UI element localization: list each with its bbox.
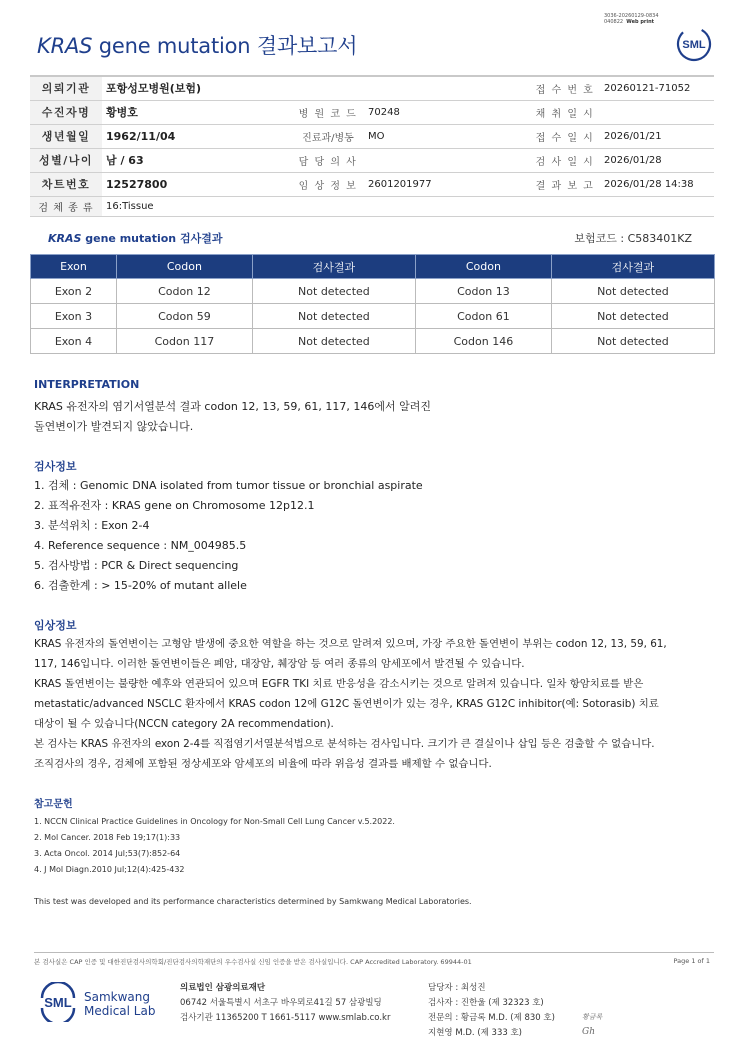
chart-no-label: 차트번호 xyxy=(30,172,102,196)
table-cell-codon: Codon 117 xyxy=(116,329,252,354)
table-cell-codon: Codon 146 xyxy=(415,329,551,354)
clinical-line: 117, 146입니다. 이러한 돌연변이들은 폐암, 대장암, 췌장암 등 여러 종류의 암세포에서 발견될 수 있습니다. xyxy=(34,658,525,670)
clinical-heading: 임상정보 xyxy=(34,619,77,632)
requesting-institution-value: 포항성모병원(보험) xyxy=(106,82,202,96)
column-header-result: 검사결과 xyxy=(252,255,415,279)
test-info-item: 5. 검사방법 : PCR & Direct sequencing xyxy=(34,559,239,572)
info-row xyxy=(30,172,714,196)
clinical-line: 본 검사는 KRAS 유전자의 exon 2-4를 직접염기서열분석법으로 분석하는 검사입니다. 크기가 큰 결실이나 삽입 등은 검출할 수 없습니다. xyxy=(34,738,655,750)
references-heading: 참고문헌 xyxy=(34,799,73,810)
reference-item: 1. NCCN Clinical Practice Guidelines in Oncology for Non-Small Cell Lung Cancer v.5.2022. xyxy=(34,817,395,826)
result-section-text: gene mutation 검사결과 xyxy=(81,232,223,245)
clinical-line: metastatic/advanced NSCLC 환자에서 KRAS codon 12에 G12C 돌연변이가 있는 경우, KRAS G12C inhibitor(예: Sotorasib) 치료 xyxy=(34,698,659,710)
result-section-gene: KRAS xyxy=(48,232,82,245)
document-code-line: 040822 xyxy=(604,19,624,25)
table-cell-exon: Exon 3 xyxy=(31,304,117,329)
test-info-item: 2. 표적유전자 : KRAS gene on Chromosome 12p12.1 xyxy=(34,499,315,512)
table-cell-codon: Codon 61 xyxy=(415,304,551,329)
test-info-list xyxy=(34,476,423,596)
table-cell-result: Not detected xyxy=(551,329,714,354)
department-label: 진료과/병동 xyxy=(302,132,354,144)
specimen-label: 검 체 종 류 xyxy=(30,196,102,216)
test-date-value: 2026/01/28 xyxy=(604,154,662,166)
accreditation-text: 본 검사실은 CAP 인증 및 대한진단검사의학회/진단검사의학재단의 우수검사실 신임 인증을 받은 검사실입니다. CAP Accredited Laboratory. 69944-01 xyxy=(34,958,472,966)
lab-name-line: Medical Lab xyxy=(84,1004,156,1018)
test-info-item: 6. 검출한계 : > 15-20% of mutant allele xyxy=(34,579,247,592)
table-cell-result: Not detected xyxy=(252,329,415,354)
receipt-no-label: 접 수 번 호 xyxy=(535,84,595,96)
receipt-date-value: 2026/01/21 xyxy=(604,130,662,142)
staff-line: 지현영 M.D. (제 333 호) xyxy=(428,1028,523,1038)
report-title-text: gene mutation 결과보고서 xyxy=(92,34,358,58)
clinical-line: 대상이 될 수 있습니다(NCCN category 2A recommendation). xyxy=(34,718,334,730)
result-header-row xyxy=(31,255,715,279)
test-info-heading: 검사정보 xyxy=(34,460,77,473)
reference-item: 4. J Mol Diagn.2010 Jul;12(4):425-432 xyxy=(34,865,185,874)
collection-date-value xyxy=(600,100,714,124)
info-row xyxy=(30,148,714,172)
organization-contact: 검사기관 11365200 T 1661-5117 www.smlab.co.kr xyxy=(180,1013,391,1023)
interpretation-line: 돌연변이가 발견되지 않았습니다. xyxy=(34,420,194,433)
chart-no-value: 12527800 xyxy=(106,177,168,191)
info-row xyxy=(30,100,714,124)
birth-date-label: 생년월일 xyxy=(30,124,102,148)
reference-item: 3. Acta Oncol. 2014 Jul;53(7):852-64 xyxy=(34,849,181,858)
insurance-code: 보험코드 : C583401KZ xyxy=(574,232,692,245)
staff-line: 전문의 : 황금록 M.D. (제 830 호) xyxy=(428,1013,555,1023)
result-table xyxy=(30,254,715,354)
table-cell-exon: Exon 4 xyxy=(31,329,117,354)
table-cell-codon: Codon 13 xyxy=(415,279,551,304)
page-number: Page 1 of 1 xyxy=(673,957,710,965)
lab-name-line: Samkwang xyxy=(84,990,150,1004)
doctor-label: 담 당 의 사 xyxy=(298,156,358,168)
patient-name-value: 황병호 xyxy=(106,106,138,119)
clinical-text xyxy=(34,634,667,774)
patient-name-label: 수진자명 xyxy=(30,100,102,124)
accreditation-footnote xyxy=(34,952,714,966)
column-header-codon: Codon xyxy=(116,255,252,279)
lab-name xyxy=(84,990,155,1018)
table-row xyxy=(31,329,715,354)
interpretation-text xyxy=(34,397,431,437)
organization-address: 06742 서울특별시 서초구 바우뫼로41길 57 삼광빌딩 xyxy=(180,998,382,1008)
clinical-line: 조직검사의 경우, 검체에 포함된 정상세포와 암세포의 비율에 따라 위음성 결과를 배제할 수 없습니다. xyxy=(34,758,492,770)
table-cell-result: Not detected xyxy=(252,304,415,329)
column-header-result: 검사결과 xyxy=(551,255,714,279)
table-cell-result: Not detected xyxy=(551,279,714,304)
column-header-exon: Exon xyxy=(31,255,117,279)
test-info-item: 4. Reference sequence : NM_004985.5 xyxy=(34,539,247,552)
info-row xyxy=(30,124,714,148)
lab-developed-note: This test was developed and its performance characteristics determined by Samkwang Medical Laboratories. xyxy=(34,897,472,906)
sml-logo-icon xyxy=(676,26,712,62)
table-row xyxy=(31,304,715,329)
sex-age-value: 남 / 63 xyxy=(106,154,144,167)
table-row xyxy=(31,279,715,304)
info-row xyxy=(30,196,714,216)
table-cell-result: Not detected xyxy=(252,279,415,304)
web-print-tag: Web print xyxy=(626,19,655,25)
table-cell-exon: Exon 2 xyxy=(31,279,117,304)
table-cell-codon: Codon 12 xyxy=(116,279,252,304)
clinical-info-label: 임 상 정 보 xyxy=(298,180,358,192)
patient-info-table xyxy=(30,75,714,217)
table-cell-codon: Codon 59 xyxy=(116,304,252,329)
hospital-code-label: 병 원 코 드 xyxy=(298,108,358,120)
staff-line: 검사자 : 진한울 (제 32323 호) xyxy=(428,998,544,1008)
department-value: MO xyxy=(368,130,385,142)
organization-name: 의료법인 삼광의료재단 xyxy=(180,983,266,993)
organization-info xyxy=(180,981,390,1026)
sex-age-label: 성별/나이 xyxy=(30,148,102,172)
clinical-line: KRAS 유전자의 돌연변이는 고형암 발생에 중요한 역할을 하는 것으로 알려져 있으며, 가장 주요한 돌연변이 부위는 codon 12, 13, 59, 61, xyxy=(34,638,667,650)
result-section-title xyxy=(48,230,222,246)
requesting-institution-label: 의뢰기관 xyxy=(30,76,102,100)
info-row xyxy=(30,76,714,100)
test-info-item: 1. 검체 : Genomic DNA isolated from tumor tissue or bronchial aspirate xyxy=(34,479,423,492)
signature-image: 황금록 xyxy=(582,1013,603,1021)
document-code-line: 3036-20260129-0834 xyxy=(604,13,659,19)
signature-image: Gh xyxy=(582,1027,595,1037)
clinical-info-value: 2601201977 xyxy=(368,178,432,190)
references-list xyxy=(34,814,395,878)
doctor-value xyxy=(364,148,474,172)
document-code xyxy=(604,13,659,25)
report-date-label: 결 과 보 고 xyxy=(535,180,595,192)
specimen-value: 16:Tissue xyxy=(106,200,154,212)
interpretation-heading: INTERPRETATION xyxy=(34,378,140,391)
test-info-item: 3. 분석위치 : Exon 2-4 xyxy=(34,519,150,532)
report-title-gene: KRAS xyxy=(37,34,93,58)
staff-info xyxy=(428,981,555,1041)
reference-item: 2. Mol Cancer. 2018 Feb 19;17(1):33 xyxy=(34,833,181,842)
sml-footer-logo-text: SML xyxy=(44,995,72,1010)
birth-date-value: 1962/11/04 xyxy=(106,129,176,143)
hospital-code-value: 70248 xyxy=(368,106,400,118)
column-header-codon: Codon xyxy=(415,255,551,279)
collection-date-label: 채 취 일 시 xyxy=(535,108,595,120)
table-cell-result: Not detected xyxy=(551,304,714,329)
staff-line: 담당자 : 최성진 xyxy=(428,983,486,993)
test-date-label: 검 사 일 시 xyxy=(535,156,595,168)
receipt-no-value: 20260121-71052 xyxy=(604,82,691,94)
receipt-date-label: 접 수 일 시 xyxy=(535,132,595,144)
interpretation-line: KRAS 유전자의 염기서열분석 결과 codon 12, 13, 59, 61, 117, 146에서 알려진 xyxy=(34,400,431,413)
report-date-value: 2026/01/28 14:38 xyxy=(604,178,694,190)
sml-footer-logo-icon xyxy=(36,982,80,1022)
clinical-line: KRAS 돌연변이는 불량한 예후와 연관되어 있으며 EGFR TKI 치료 반응성을 감소시키는 것으로 알려져 있습니다. 일차 항암치료를 받은 xyxy=(34,678,644,690)
sml-logo-text: SML xyxy=(682,39,706,51)
report-title xyxy=(37,30,357,60)
